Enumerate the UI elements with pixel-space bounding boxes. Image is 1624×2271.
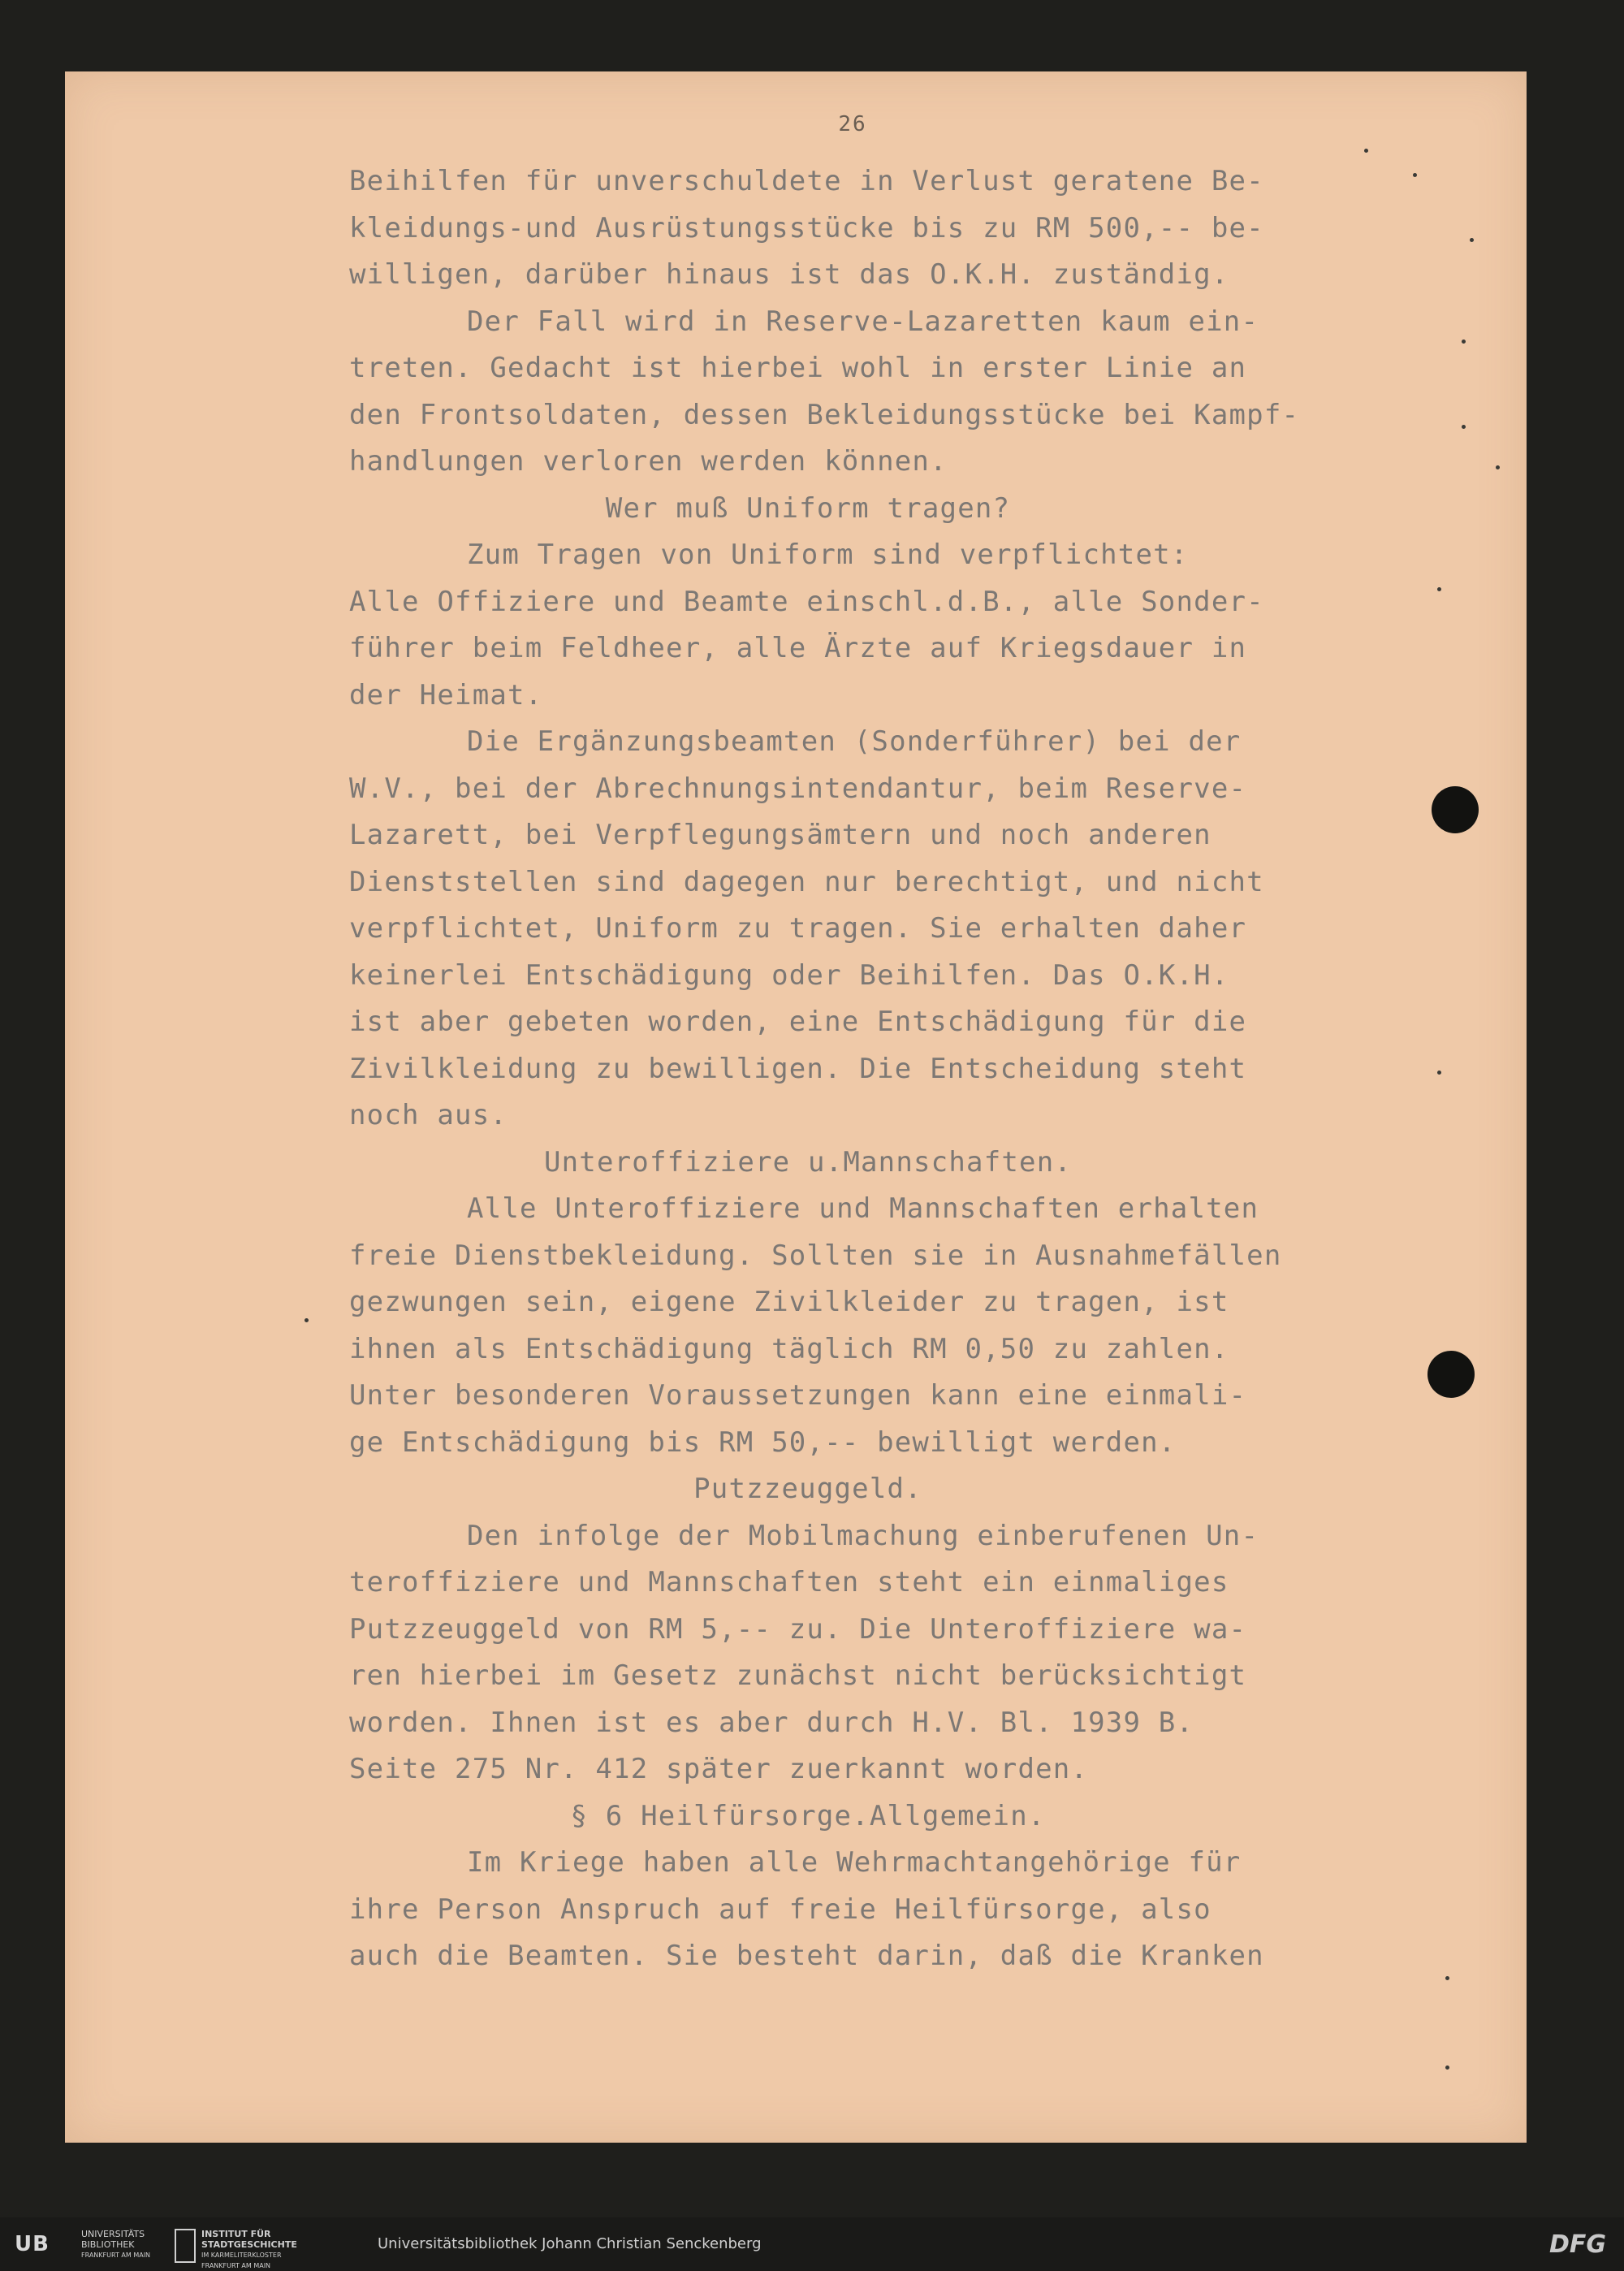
text-line: kleidungs-und Ausrüstungsstücke bis zu RM 500,-- be-: [349, 211, 1264, 244]
text-line: führer beim Feldheer, alle Ärzte auf Kriegsdauer in: [349, 632, 1247, 664]
footer-bar: [0, 2217, 1624, 2271]
paragraph: [349, 299, 1445, 486]
text-line: den Frontsoldaten, dessen Bekleidungsstücke bei Kampf-: [349, 398, 1300, 431]
text-line: Zivilkleidung zu bewilligen. Die Entscheidung steht: [349, 1052, 1247, 1085]
text-line: Seite 275 Nr. 412 später zuerkannt worden.: [349, 1753, 1089, 1785]
text-line: willigen, darüber hinaus ist das O.K.H. zuständig.: [349, 258, 1229, 291]
text-line: ren hierbei im Gesetz zunächst nicht berücksichtigt: [349, 1659, 1247, 1692]
text-line: Beihilfen für unverschuldete in Verlust geratene Be-: [349, 165, 1264, 197]
typewritten-text: [349, 158, 1445, 1980]
text-line: keinerlei Entschädigung oder Beihilfen. Das O.K.H.: [349, 958, 1229, 992]
text-line: Putzzeuggeld von RM 5,-- zu. Die Unteroffiziere wa-: [349, 1612, 1247, 1646]
paper-speck: [1470, 238, 1474, 242]
library-name: Universitätsbibliothek Johann Christian Senckenberg: [378, 2235, 762, 2252]
ub-logo[interactable]: UB: [15, 2232, 50, 2256]
institute-subtitle: [201, 2229, 297, 2271]
text-line: Zum Tragen von Uniform sind verpflichtet:: [467, 539, 1189, 571]
institute-subtitle-line: FRANKFURT AM MAIN: [201, 2262, 271, 2269]
text-line: ist aber gebeten worden, eine Entschädigung für die: [349, 1006, 1247, 1038]
paragraph: [349, 1186, 1445, 1466]
paper-speck: [1445, 1976, 1449, 1980]
text-line: handlungen verloren werden können.: [349, 445, 948, 478]
text-line: Alle Offiziere und Beamte einschl.d.B., alle Sonder-: [349, 585, 1264, 618]
paper-speck: [1462, 425, 1466, 429]
ub-subtitle-line: FRANKFURT AM MAIN: [81, 2252, 151, 2259]
text-line: treten. Gedacht ist hierbei wohl in erster Linie an: [349, 352, 1247, 384]
institute-subtitle-line: IM KARMELITERKLOSTER: [201, 2252, 282, 2259]
text-line: Der Fall wird in Reserve-Lazaretten kaum ein-: [467, 305, 1259, 338]
text-line: W.V., bei der Abrechnungsintendantur, beim Reserve-: [349, 772, 1247, 805]
text-line: ihnen als Entschädigung täglich RM 0,50 zu zahlen.: [349, 1332, 1229, 1365]
paragraph: [349, 532, 1445, 719]
institute-logo-icon[interactable]: [175, 2229, 196, 2263]
section-heading: Putzzeuggeld.: [693, 1473, 922, 1505]
text-line: gezwungen sein, eigene Zivilkleider zu tragen, ist: [349, 1286, 1229, 1318]
text-line: Im Kriege haben alle Wehrmachtangehörige für: [467, 1846, 1242, 1879]
text-line: worden. Ihnen ist es aber durch H.V. Bl. 1939 B.: [349, 1706, 1194, 1739]
paper-speck: [304, 1318, 309, 1322]
dfg-logo[interactable]: DFG: [1548, 2230, 1606, 2259]
paper-speck: [1364, 149, 1368, 153]
institute-subtitle-line: STADTGESCHICHTE: [201, 2239, 297, 2250]
text-line: Den infolge der Mobilmachung einberufenen Un-: [467, 1519, 1259, 1552]
text-line: Lazarett, bei Verpflegungsämtern und noch anderen: [349, 819, 1212, 851]
paragraph: [349, 719, 1445, 1140]
section-heading: § 6 Heilfürsorge.Allgemein.: [570, 1799, 1046, 1832]
text-line: teroffiziere und Mannschaften steht ein einmaliges: [349, 1566, 1229, 1598]
text-line: freie Dienstbekleidung. Sollten sie in Ausnahmefällen: [349, 1239, 1282, 1272]
paragraph: [349, 158, 1445, 299]
text-line: noch aus.: [349, 1099, 508, 1131]
paper-speck: [1496, 465, 1500, 469]
paper-speck: [1462, 340, 1466, 344]
ub-subtitle-line: UNIVERSITÄTS: [81, 2229, 145, 2239]
paragraph: [349, 1840, 1445, 1980]
text-line: ihre Person Anspruch auf freie Heilfürsorge, also: [349, 1892, 1212, 1926]
paper-speck: [1445, 2066, 1449, 2070]
section-heading: Unteroffiziere u.Mannschaften.: [543, 1145, 1073, 1179]
text-line: Die Ergänzungsbeamten (Sonderführer) bei der: [467, 725, 1242, 758]
text-line: Alle Unteroffiziere und Mannschaften erhalten: [467, 1192, 1259, 1225]
text-line: Dienststellen sind dagegen nur berechtigt, und nicht: [349, 865, 1264, 898]
text-line: der Heimat.: [349, 678, 543, 712]
section-heading: Wer muß Uniform tragen?: [605, 491, 1011, 525]
text-line: Unter besonderen Voraussetzungen kann eine einmali-: [349, 1379, 1247, 1412]
institute-subtitle-line: INSTITUT FÜR: [201, 2229, 271, 2239]
ub-subtitle-line: BIBLIOTHEK: [81, 2239, 135, 2250]
page-number: 26: [838, 112, 867, 136]
text-line: verpflichtet, Uniform zu tragen. Sie erhalten daher: [349, 912, 1247, 945]
paragraph: [349, 1513, 1445, 1793]
text-line: ge Entschädigung bis RM 50,-- bewilligt werden.: [349, 1425, 1177, 1459]
text-line: auch die Beamten. Sie besteht darin, daß die Kranken: [349, 1940, 1264, 1972]
ub-subtitle: [81, 2229, 150, 2260]
